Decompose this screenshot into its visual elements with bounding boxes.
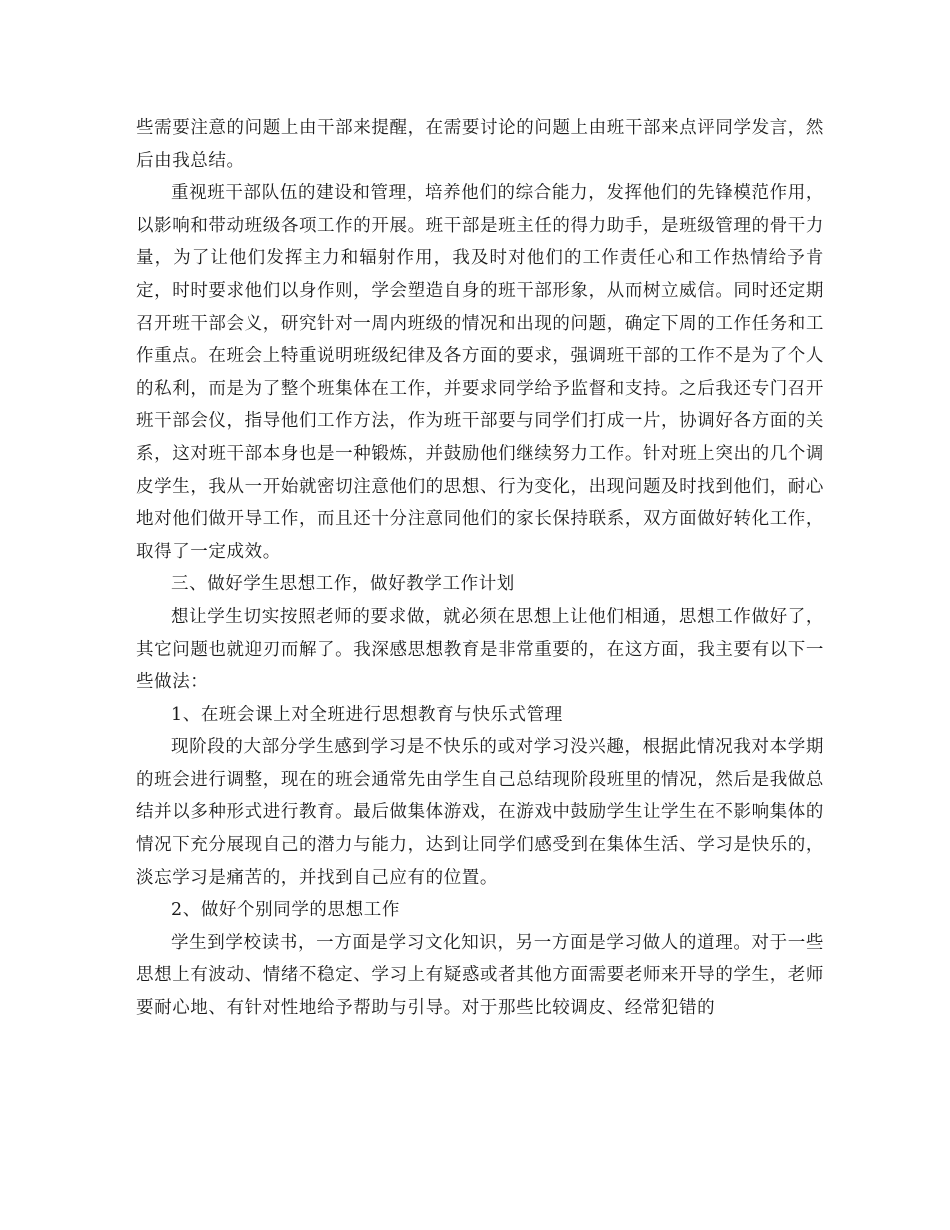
paragraph-6: 现阶段的大部分学生感到学习是不快乐的或对学习没兴趣，根据此情况我对本学期的班会进行调整，现在的班会通常先由学生自己总结现阶段班里的情况，然后是我做总结并以多种形式进行教育。最后做集体游戏，在游戏中鼓励学生让学生在不影响集体的情况下充分展现自己的潜力与能力，达到让同学们感受到在集体生活、学习是快乐的，淡忘学习是痛苦的，并找到自己应有的位置。 (136, 737, 824, 888)
section-heading-3: 三、做好学生思想工作，做好教学工作计划 (171, 574, 515, 595)
subheading-1: 1、在班会课上对全班进行思想教育与快乐式管理 (171, 704, 563, 725)
document-page (136, 112, 824, 1025)
paragraph-8: 学生到学校读书，一方面是学习文化知识，另一方面是学习做人的道理。对于一些思想上有波动、情绪不稳定、学习上有疑惑或者其他方面需要老师来开导的学生，老师要耐心地、有针对性地给予帮助与引导。对于那些比较调皮、经常犯错的 (136, 932, 824, 1019)
subheading-2: 2、做好个别同学的思想工作 (171, 900, 400, 921)
paragraph-4: 想让学生切实按照老师的要求做，就必须在思想上让他们相通，思想工作做好了，其它问题也就迎刃而解了。我深感思想教育是非常重要的，在这方面，我主要有以下一些做法： (136, 606, 824, 693)
paragraph-1: 些需要注意的问题上由干部来提醒，在需要讨论的问题上由班干部来点评同学发言，然后由我总结。 (136, 118, 824, 171)
paragraph-2: 重视班干部队伍的建设和管理，培养他们的综合能力，发挥他们的先锋模范作用，以影响和带动班级各项工作的开展。班干部是班主任的得力助手，是班级管理的骨干力量，为了让他们发挥主力和辐射作用，我及时对他们的工作责任心和工作热情给予肯定，时时要求他们以身作则，学会塑造自身的班干部形象，从而树立威信。同时还定期召开班干部会义，研究针对一周内班级的情况和出现的问题，确定下周的工作任务和工作重点。在班会上特重说明班级纪律及各方面的要求，强调班干部的工作不是为了个人的私利，而是为了整个班集体在工作，并要求同学给予监督和支持。之后我还专门召开班干部会仪，指导他们工作方法，作为班干部要与同学们打成一片，协调好各方面的关系，这对班干部本身也是一种锻炼，并鼓励他们继续努力工作。针对班上突出的几个调皮学生，我从一开始就密切注意他们的思想、行为变化，出现问题及时找到他们，耐心地对他们做开导工作，而且还十分注意同他们的家长保持联系，双方面做好转化工作，取得了一定成效。 (136, 183, 824, 562)
